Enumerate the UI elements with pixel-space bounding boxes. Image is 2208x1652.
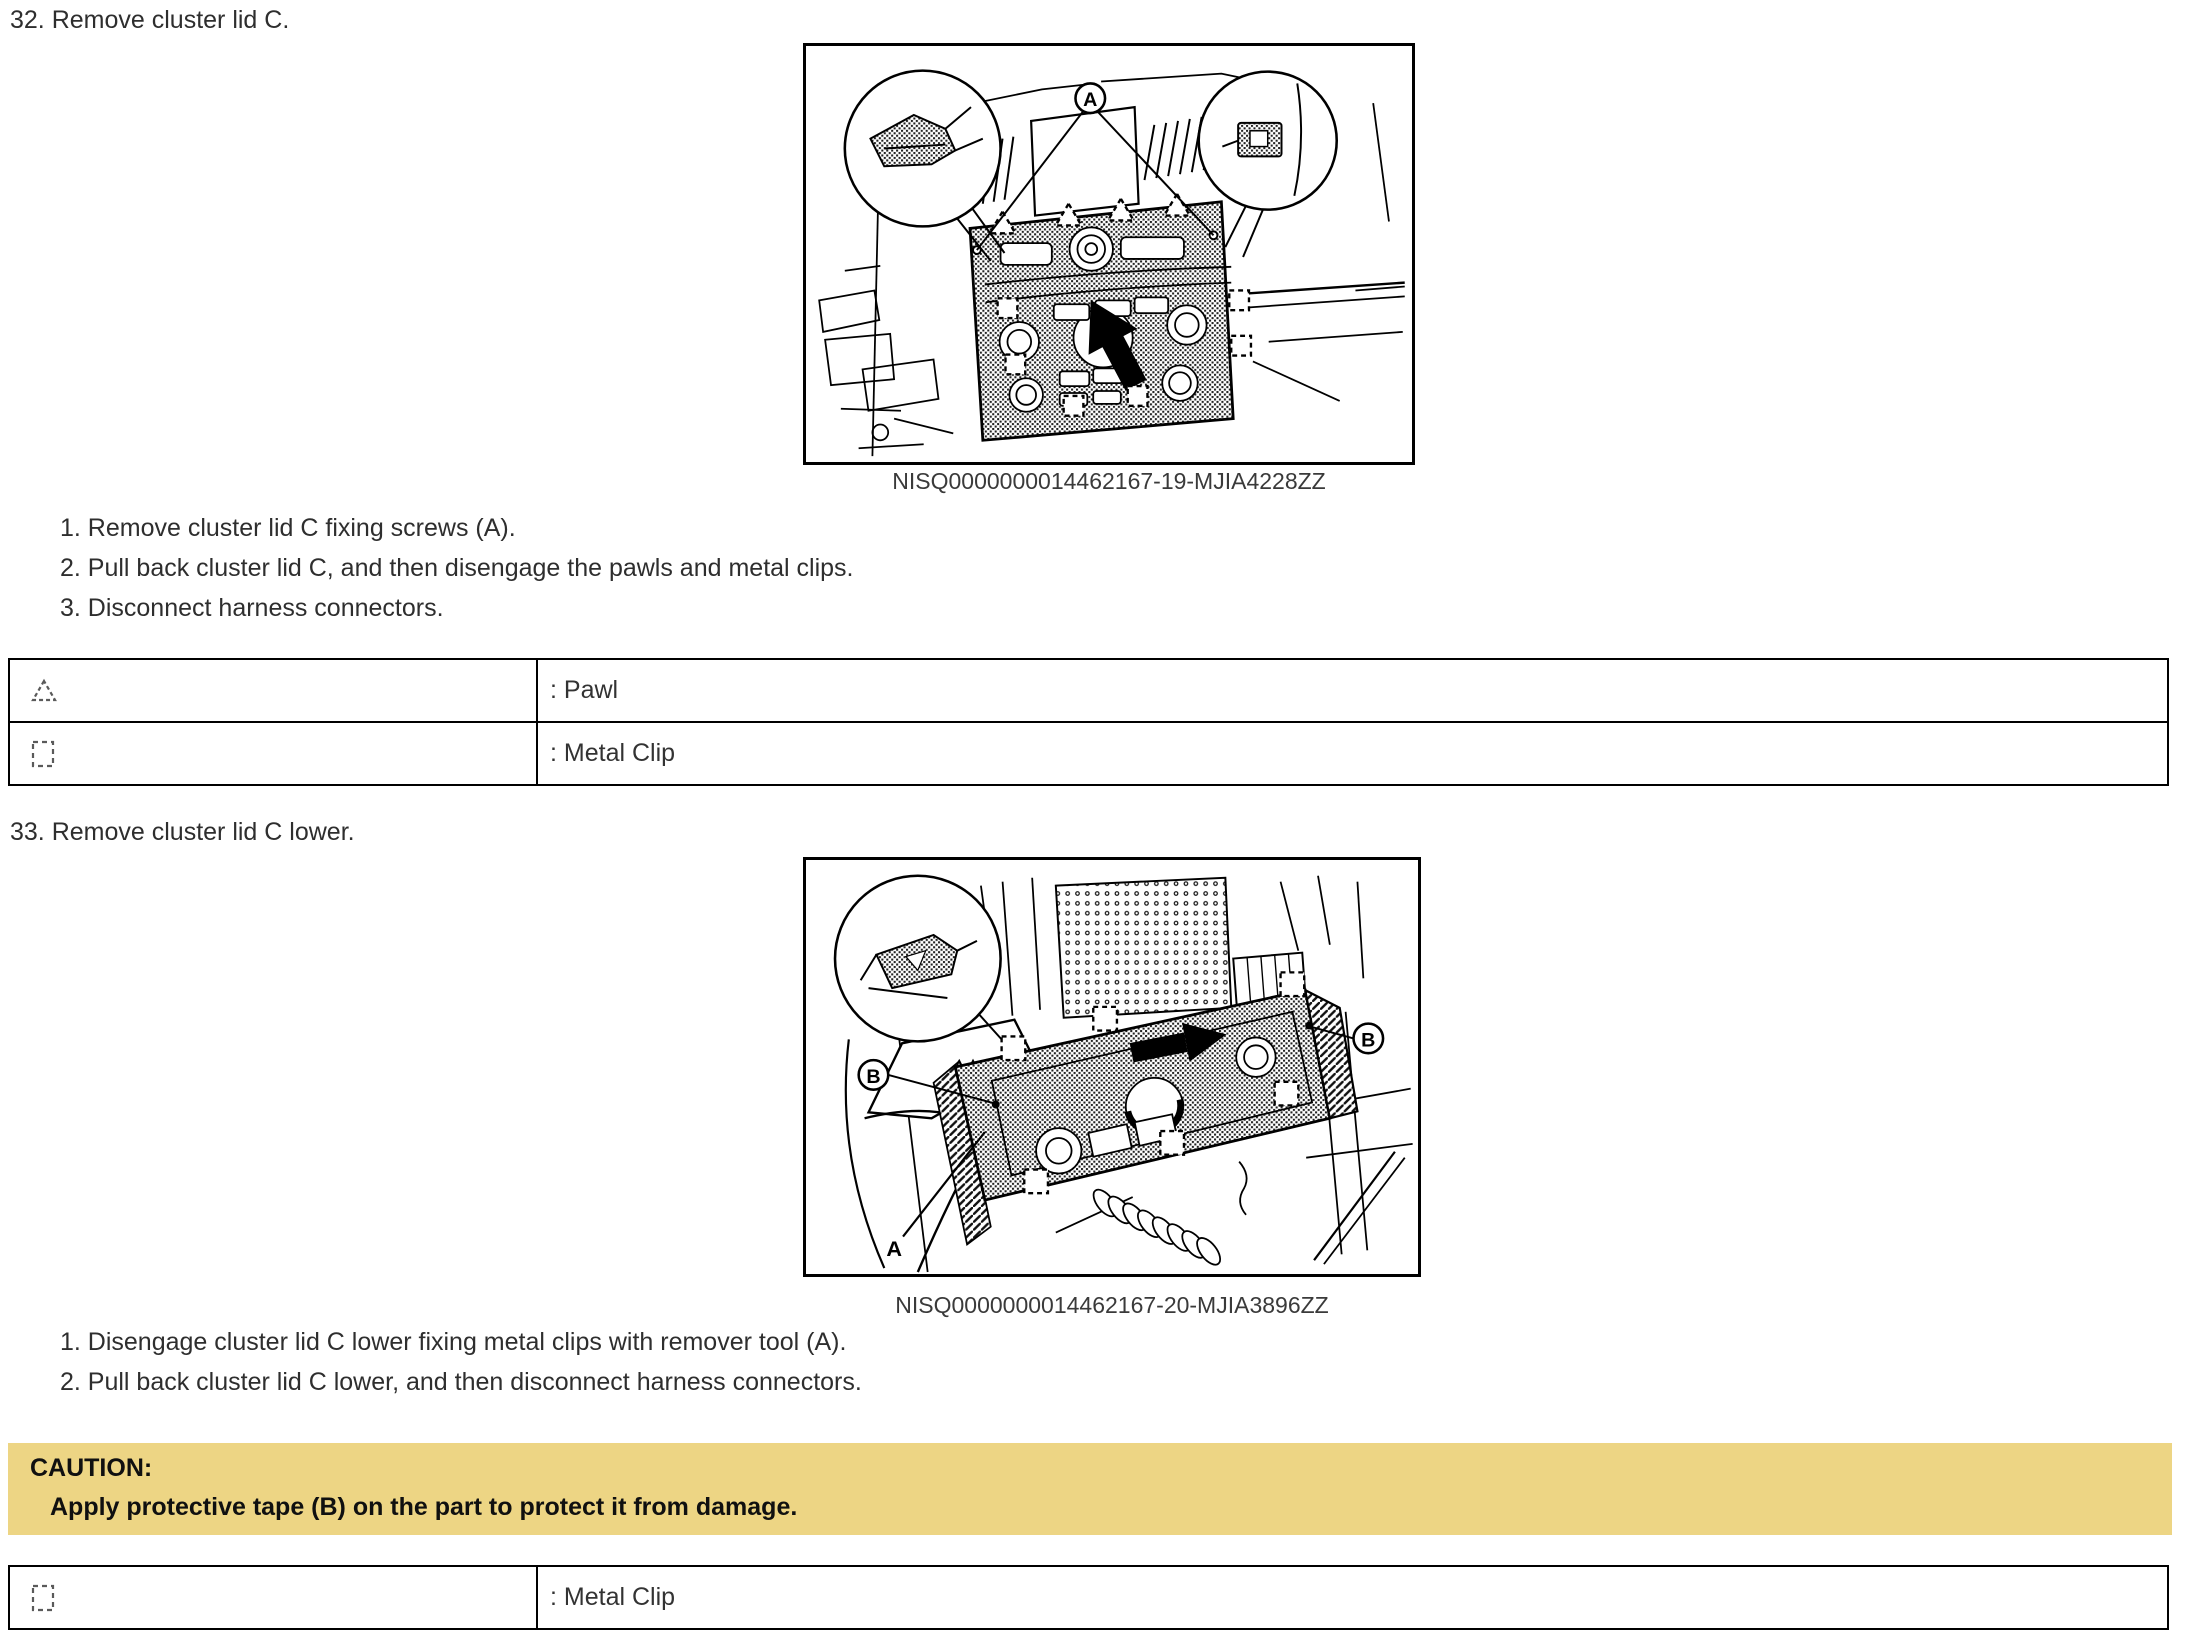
step-32-substeps <box>60 508 854 628</box>
cluster-lid-c-illustration <box>806 46 1412 462</box>
figure-cluster-lid-c <box>803 43 1415 465</box>
figure2-label-b-right: B <box>1361 1029 1376 1052</box>
figure1-label-a: A <box>1083 89 1098 112</box>
symbol-label: : Metal Clip <box>537 722 2168 785</box>
table-row <box>9 1566 2168 1629</box>
substep: 1. Disengage cluster lid C lower fixing metal clips with remover tool (A). <box>60 1328 847 1356</box>
symbol-cell <box>9 659 537 722</box>
caution-box <box>8 1443 2172 1535</box>
pawl-symbol-icon <box>30 678 58 704</box>
perforated-plate <box>1056 878 1231 1018</box>
symbol-legend-table-2 <box>8 1565 2169 1630</box>
step-33-heading: 33. Remove cluster lid C lower. <box>10 818 355 846</box>
caution-heading: CAUTION: <box>30 1454 153 1482</box>
figure2-label-a: A <box>886 1236 902 1262</box>
substep: 2. Pull back cluster lid C, and then disengage the pawls and metal clips. <box>60 554 854 582</box>
figure1-caption: NISQ0000000014462167-19-MJIA4228ZZ <box>892 468 1326 494</box>
figure-cluster-lid-c-lower <box>803 857 1421 1277</box>
symbol-cell <box>9 722 537 785</box>
step-32-heading: 32. Remove cluster lid C. <box>10 6 290 34</box>
cluster-lid-c-lower-illustration <box>806 860 1418 1274</box>
symbol-label: : Pawl <box>537 659 2168 722</box>
symbol-cell <box>9 1566 537 1629</box>
table-row <box>9 659 2168 722</box>
symbol-label: : Metal Clip <box>537 1566 2168 1629</box>
corrugated-tube <box>1089 1186 1224 1269</box>
substep: 3. Disconnect harness connectors. <box>60 594 444 622</box>
substep: 1. Remove cluster lid C fixing screws (A). <box>60 514 516 542</box>
substep: 2. Pull back cluster lid C lower, and then disconnect harness connectors. <box>60 1368 862 1396</box>
symbol-legend-table-1 <box>8 658 2169 786</box>
figure2-label-b-left: B <box>866 1065 881 1088</box>
figure2-caption: NISQ0000000014462167-20-MJIA3896ZZ <box>895 1292 1329 1318</box>
table-row <box>9 722 2168 785</box>
callout-circle <box>835 876 1002 1042</box>
metal-clip-symbol-icon <box>30 1583 56 1613</box>
metal-clip-symbol-icon <box>30 739 56 769</box>
caution-text: Apply protective tape (B) on the part to protect it from damage. <box>50 1493 798 1521</box>
step-33-substeps <box>60 1322 862 1402</box>
